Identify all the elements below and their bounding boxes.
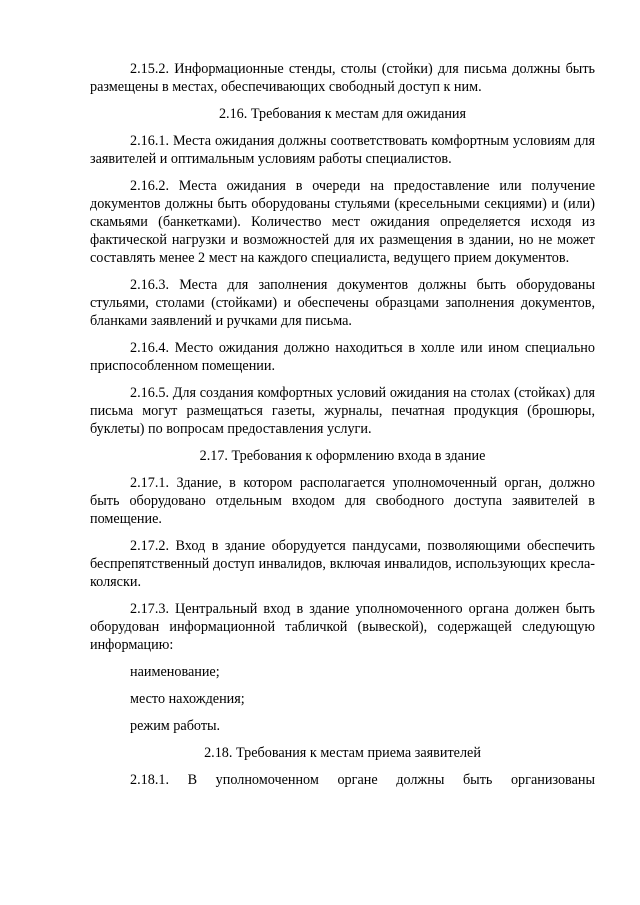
paragraph-2-17-1: 2.17.1. Здание, в котором располагается уполномоченный орган, должно быть оборудовано отдельным входом для свободного доступа заявителей в помещение. xyxy=(90,475,595,527)
list-item: режим работы. xyxy=(130,718,221,734)
paragraph-2-17-2: 2.17.2. Вход в здание оборудуется пандусами, позволяющими обеспечить беспрепятственный доступ инвалидов, включая инвалидов, использующих кресла-коляски. xyxy=(90,538,595,590)
section-heading-2-17: 2.17. Требования к оформлению входа в здание xyxy=(199,448,486,464)
paragraph-2-17-3: 2.17.3. Центральный вход в здание уполномоченного органа должен быть оборудован информационной табличкой (вывеской), содержащей следующую информацию: xyxy=(90,601,595,653)
paragraph-2-16-3: 2.16.3. Места для заполнения документов должны быть оборудованы стульями, столами (стойками) и обеспечены образцами заполнения документов, бланками заявлений и ручками для письма. xyxy=(90,277,595,329)
list-item: место нахождения; xyxy=(130,691,245,707)
document-page xyxy=(90,60,595,798)
paragraph-2-18-1: 2.18.1. В уполномоченном органе должны быть организованы xyxy=(130,772,595,788)
paragraph-2-16-2: 2.16.2. Места ожидания в очереди на предоставление или получение документов должны быть оборудованы стульями (кресельными секциями) и (или) скамьями (банкетками). Количество мест ожидания определяется исходя из фактической нагрузки и возможностей для их размещения в здании, но не может составлять менее 2 мест на каждого специалиста, ведущего прием документов. xyxy=(90,178,595,266)
paragraph-2-16-5: 2.16.5. Для создания комфортных условий ожидания на столах (стойках) для письма могут размещаться газеты, журналы, печатная продукция (брошюры, буклеты) по вопросам предоставления услуги. xyxy=(90,385,595,437)
paragraph-2-16-1: 2.16.1. Места ожидания должны соответствовать комфортным условиям для заявителей и оптимальным условиям работы специалистов. xyxy=(90,133,595,167)
list-item: наименование; xyxy=(130,664,220,680)
section-heading-2-18: 2.18. Требования к местам приема заявителей xyxy=(204,745,481,761)
paragraph-2-15-2: 2.15.2. Информационные стенды, столы (стойки) для письма должны быть размещены в местах, обеспечивающих свободный доступ к ним. xyxy=(90,61,595,95)
section-heading-2-16: 2.16. Требования к местам для ожидания xyxy=(218,106,467,122)
paragraph-2-16-4: 2.16.4. Место ожидания должно находиться в холле или ином специально приспособленном помещении. xyxy=(90,340,595,374)
